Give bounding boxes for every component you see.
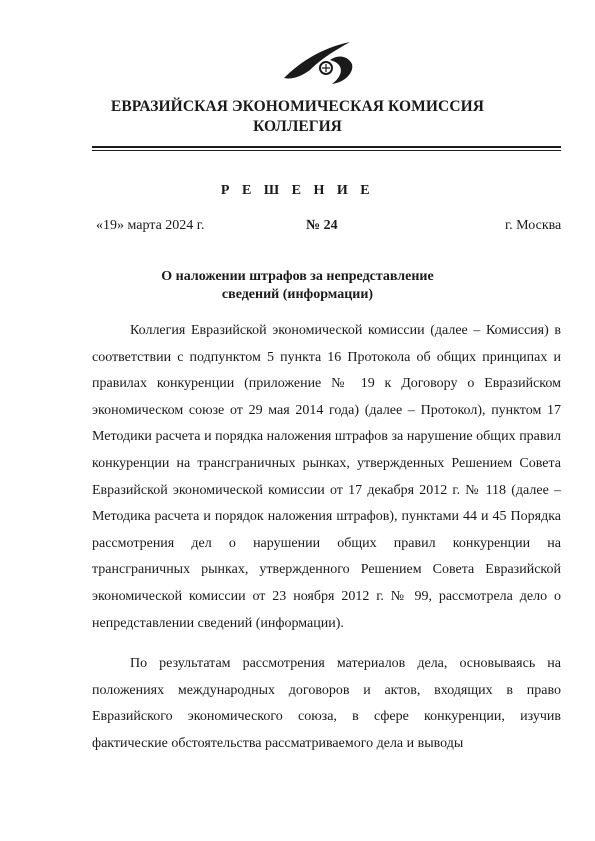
document-date: «19» марта 2024 г. bbox=[96, 218, 205, 233]
body-title: КОЛЛЕГИЯ bbox=[253, 118, 342, 135]
document-type: Р Е Ш Е Н И Е bbox=[220, 183, 375, 198]
body-paragraph-1: Коллегия Евразийской экономической комиссии (далее – Комиссия) в соответствии с подпунктом 5 пункта 16 Протокола об общих принципах и правилах конкуренции (приложение № 19 к Договору о Евразийском экономическом союзе от 29 мая 2014 года) (далее – Протокол), пунктом 17 Методики расчета и порядка наложения штрафов за нарушение общих правил конкуренции на трансграничных рынках, утвержденных Решением Совета Евразийской экономической комиссии от 17 декабря 2012 г. № 118 (далее – Методика расчета и порядок наложения штрафов), пунктами 44 и 45 Порядка рассмотрения дел о нарушении общих правил конкуренции на трансграничных рынках, утвержденного Решением Совета Евразийской экономической комиссии от 23 ноября 2012 г. № 99, рассмотрела дело о непредставлении сведений (информации). bbox=[92, 323, 561, 631]
body-paragraph-2: По результатам рассмотрения материалов дела, основываясь на положениях международных договоров и актов, входящих в право Евразийского экономического союза, в сфере конкуренции, изучив фактические обстоятельства рассматриваемого дела и выводы bbox=[92, 656, 561, 751]
subject-line-1: О наложении штрафов за непредставление bbox=[161, 269, 434, 284]
organization-title: ЕВРАЗИЙСКАЯ ЭКОНОМИЧЕСКАЯ КОМИССИЯ bbox=[110, 98, 485, 115]
document-city: г. Москва bbox=[505, 218, 562, 233]
header-divider-thin bbox=[92, 150, 561, 151]
document-subject bbox=[0, 268, 595, 304]
header-divider-thick bbox=[92, 146, 561, 148]
subject-line-2: сведений (информации) bbox=[221, 287, 374, 302]
eurasian-commission-emblem-icon bbox=[280, 38, 358, 86]
document-number: № 24 bbox=[306, 218, 338, 233]
